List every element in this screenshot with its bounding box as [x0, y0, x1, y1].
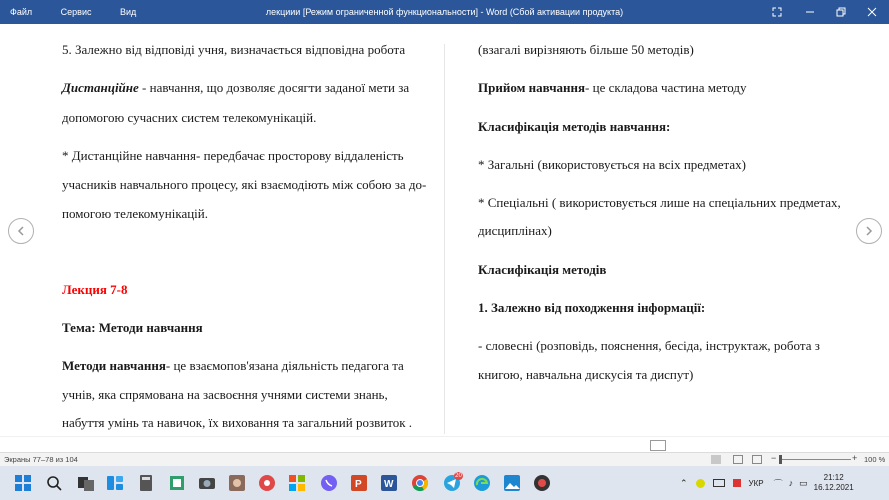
- minimize-button[interactable]: [793, 0, 827, 24]
- record-icon[interactable]: [258, 474, 276, 492]
- svg-text:W: W: [384, 479, 394, 490]
- term-distance: Дистанційне: [62, 80, 139, 95]
- definition-text: - навчання, що дозволяє досягти заданої мети за: [138, 80, 410, 95]
- screens-counter: Экраны 77–78 из 104: [4, 455, 78, 464]
- zoom-out-button[interactable]: −: [771, 453, 777, 463]
- battery-icon[interactable]: [713, 479, 725, 487]
- close-icon: [867, 7, 877, 17]
- widgets-icon[interactable]: [106, 474, 124, 492]
- menu-view[interactable]: Вид: [120, 7, 137, 17]
- para-line: дисциплінах): [478, 223, 552, 238]
- calculator-icon[interactable]: [137, 474, 155, 492]
- status-bar: [0, 452, 889, 467]
- para-line: учасників навчального процесу, які взаємодіють між собою за до-: [62, 177, 427, 192]
- menu-tools[interactable]: Сервис: [60, 7, 92, 17]
- para-line: книгою, навчальна дискусія та диспут): [478, 367, 694, 382]
- zoom-level[interactable]: 100 %: [864, 455, 886, 464]
- zoom-slider[interactable]: [781, 459, 851, 460]
- battery-status-icon[interactable]: ▭: [799, 477, 808, 488]
- para-line: учнів, яка спрямована на засвоєння учнями системи знань,: [62, 387, 388, 402]
- chevron-up-icon[interactable]: ⌃: [680, 477, 688, 488]
- prev-page-button[interactable]: [8, 218, 34, 244]
- lecture-heading: Лекция 7-8: [62, 282, 128, 297]
- web-layout-icon[interactable]: [752, 455, 762, 464]
- read-mode-icon[interactable]: [711, 455, 721, 464]
- para-line: 5. Залежно від відповіді учня, визначається відповідна робота: [62, 42, 406, 57]
- volume-icon[interactable]: ♪: [788, 478, 794, 488]
- antivirus-icon[interactable]: [696, 479, 705, 488]
- title-bar: [0, 0, 889, 24]
- window-title: лекциии [Режим ограниченной функциональности] - Word (Сбой активации продукта): [265, 7, 624, 17]
- scroll-thumb[interactable]: [650, 440, 666, 451]
- zoom-slider-thumb[interactable]: [779, 455, 782, 464]
- windows-start-icon[interactable]: [14, 474, 32, 492]
- close-button[interactable]: [855, 0, 889, 24]
- task-view-icon[interactable]: [77, 474, 95, 492]
- fullscreen-icon: [772, 7, 782, 17]
- wifi-icon[interactable]: ⌒: [773, 478, 783, 489]
- origin-heading: 1. Залежно від походження інформації:: [478, 300, 706, 315]
- minimize-icon: [805, 7, 815, 17]
- store-icon[interactable]: [288, 474, 306, 492]
- para-line: - словесні (розповідь, пояснення, бесіда, інструктаж, робота з: [478, 338, 820, 353]
- definition-text: - це взаємопов'язана діяльність педагога та: [165, 358, 404, 373]
- chevron-right-icon: [864, 226, 874, 236]
- classification-methods-heading: Класифікація методів: [478, 262, 607, 277]
- fullscreen-button[interactable]: [760, 0, 794, 24]
- restore-icon: [836, 7, 846, 17]
- horizontal-scrollbar[interactable]: [0, 436, 889, 453]
- para-line: помогою телекомунікацій.: [62, 206, 208, 221]
- word-icon[interactable]: [380, 474, 398, 492]
- para-distance: [62, 80, 409, 96]
- chevron-left-icon: [16, 226, 26, 236]
- term-methods: Методи навчання: [62, 358, 166, 373]
- edge-icon[interactable]: [473, 474, 491, 492]
- para-line: набуття умінь та навичок, їх виховання та загальний розвиток .: [62, 415, 413, 430]
- chrome-icon[interactable]: [411, 474, 429, 492]
- powerpoint-icon[interactable]: [350, 474, 368, 492]
- topic-heading: Тема: Методи навчання: [62, 320, 203, 335]
- print-layout-icon[interactable]: [733, 455, 743, 464]
- next-page-button[interactable]: [856, 218, 882, 244]
- zoom-in-button[interactable]: +: [852, 453, 858, 463]
- clock[interactable]: [814, 473, 854, 493]
- files-icon[interactable]: [168, 474, 186, 492]
- para-line: * Спеціальні ( використовується лише на спеціальних предметах,: [478, 195, 841, 210]
- para-line: * Загальні (використовується на всіх предметах): [478, 157, 746, 172]
- restore-button[interactable]: [824, 0, 858, 24]
- language-indicator[interactable]: УКР: [748, 478, 764, 488]
- page-divider: [444, 44, 445, 434]
- notification-icon[interactable]: [733, 479, 741, 487]
- document-area: [0, 24, 889, 436]
- term-priyom: Прийом навчання: [478, 80, 586, 95]
- viber-icon[interactable]: [320, 474, 338, 492]
- para-line: * Дистанційне навчання- передбачає просторову віддаленість: [62, 148, 404, 163]
- para-line: допомогою сучасних систем телекомунікацій.: [62, 110, 317, 125]
- photos-icon[interactable]: [228, 474, 246, 492]
- search-icon[interactable]: [45, 474, 63, 492]
- photos-app-icon[interactable]: [503, 474, 521, 492]
- telegram-badge: 20: [455, 473, 462, 479]
- definition-text: - це складова частина методу: [585, 80, 747, 95]
- system-tray: [680, 466, 854, 500]
- camera-icon[interactable]: [198, 474, 216, 492]
- para-methods: [62, 358, 404, 374]
- clock-date: 16.12.2021: [813, 483, 854, 492]
- svg-text:P: P: [355, 479, 362, 490]
- menu-file[interactable]: Файл: [10, 7, 33, 17]
- clock-time: 21:12: [823, 473, 844, 482]
- classification-heading: Класифікація методів навчання:: [478, 119, 671, 134]
- media-icon[interactable]: [533, 474, 551, 492]
- para-priyom: [478, 80, 747, 96]
- para-line: (взагалі вирізняють більше 50 методів): [478, 42, 694, 57]
